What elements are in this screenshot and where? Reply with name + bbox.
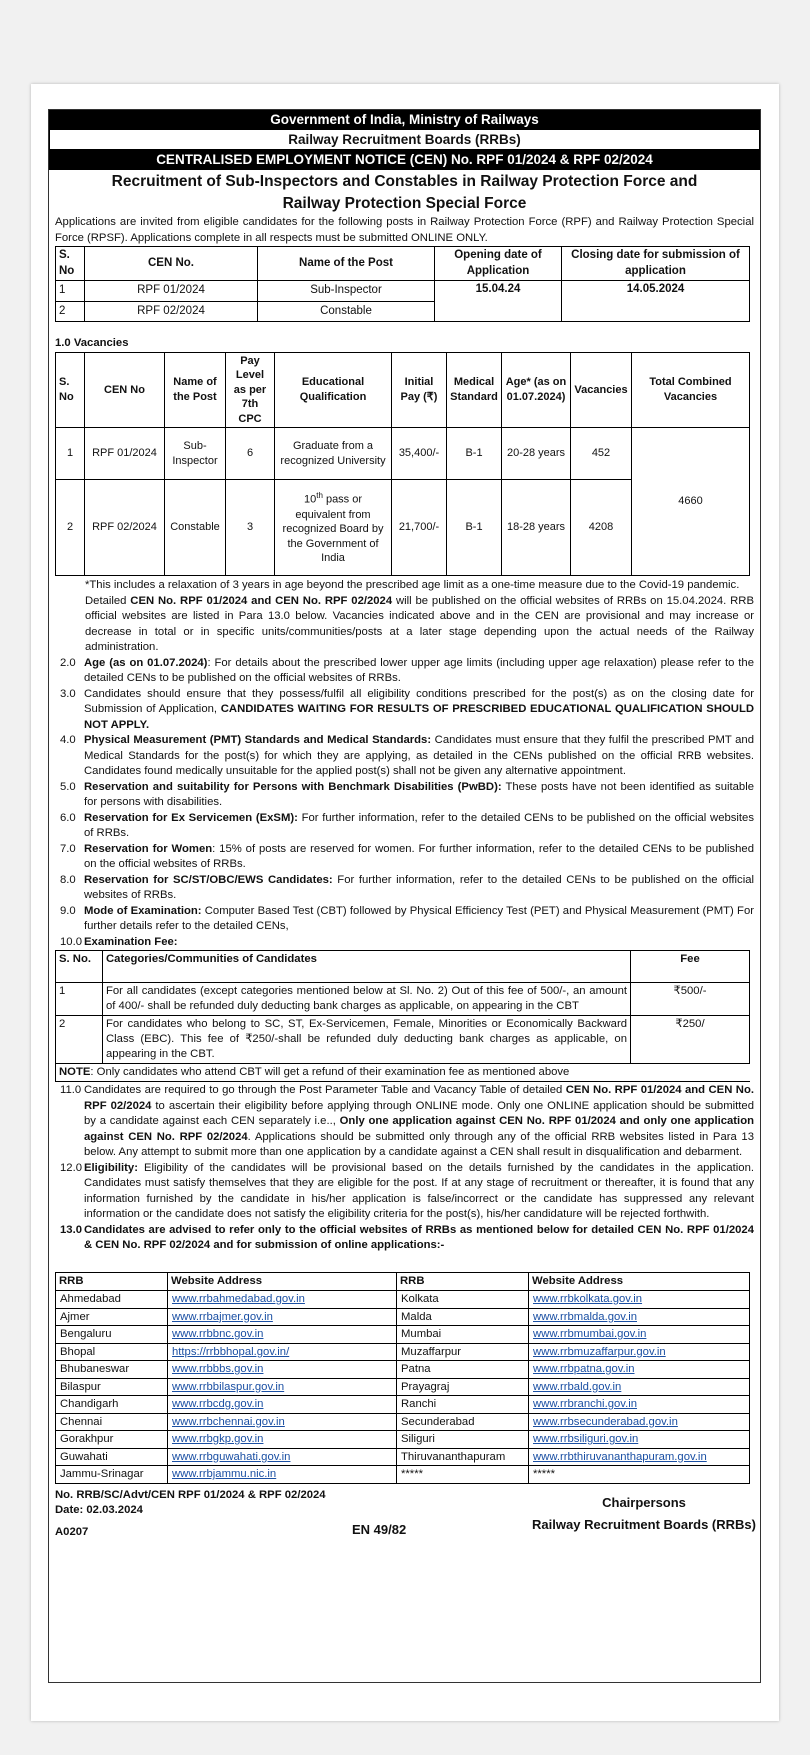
table-row: [56, 428, 750, 480]
vac-col-medical: Medical Standard: [447, 352, 502, 428]
website-link[interactable]: www.rrbsiliguri.gov.in: [533, 1433, 639, 1445]
para-3: [49, 687, 754, 734]
para-2: [49, 656, 754, 687]
fee-note: [56, 1064, 750, 1082]
rrb-name: Mumbai: [397, 1326, 529, 1344]
fee-table: [55, 950, 750, 1082]
para-bold: Reservation for SC/ST/OBC/EWS Candidates:: [84, 873, 333, 886]
vac-col-age: Age* (as on 01.07.2024): [502, 352, 571, 428]
website-cell: [529, 1431, 750, 1449]
rrb-name: Gorakhpur: [56, 1431, 168, 1449]
website-link[interactable]: www.rrbbnc.gov.in: [172, 1328, 264, 1340]
web-col-website: Website Address: [168, 1272, 397, 1291]
website-link[interactable]: www.rrbajmer.gov.in: [172, 1310, 273, 1323]
para-text: These posts have not been identified as suitable for persons with disabilities.: [84, 780, 754, 808]
signatory-title: Chairpersons: [602, 1494, 686, 1510]
rrb-name: Guwahati: [56, 1448, 168, 1466]
rrb-name: Ajmer: [56, 1308, 168, 1326]
website-cell: [168, 1343, 397, 1361]
detail-text: will be published on the official websites of RRBs on 15.04.2024. RRB official websites are listed in Para 13.0 below. Vacancies indicated above and in the CEN are provisional and may increase or decrease in total or in specific units/communities/posts at a later stage depending upon the actual needs of the Railway administration.: [85, 594, 754, 653]
website-cell: *****: [529, 1466, 750, 1484]
rrb-name: *****: [397, 1466, 529, 1484]
website-link[interactable]: www.rrbald.gov.in: [533, 1380, 622, 1393]
table-row: [56, 1326, 750, 1344]
fee-col-sno: S. No.: [56, 951, 103, 983]
fee-amount: ₹500/-: [631, 983, 750, 1016]
website-cell: [168, 1431, 397, 1449]
para-bold: Age (as on 01.07.2024): [84, 656, 208, 669]
cell: [275, 480, 392, 576]
cen-table: [55, 246, 750, 322]
para-13: [49, 1223, 754, 1254]
vac-col-sno: S. No: [56, 352, 85, 428]
cell: B-1: [447, 428, 502, 480]
intro-paragraph: Applications are invited from eligible candidates for the following posts in Railway Protection Force (RPF) and Railway Protection Special Force (RPSF). Applications complete in all respects must be submitted ONLINE ONLY.: [55, 216, 754, 244]
cell: Constable: [258, 302, 435, 322]
para-number: 11.0: [60, 1084, 82, 1096]
para-bold: Examination Fee:: [84, 935, 178, 948]
rrb-name: Jammu-Srinagar: [56, 1466, 168, 1484]
table-row: [56, 1291, 750, 1309]
website-cell: [168, 1361, 397, 1379]
website-cell: [168, 1448, 397, 1466]
cen-col-sno: S. No: [56, 247, 85, 281]
para-text: Computer Based Test (CBT) followed by Physical Efficiency Test (PET) and Physical Measurement (PMT) For further details refer to the detailed CENs,: [84, 904, 754, 932]
table-row: [56, 1431, 750, 1449]
ad-code: A0207: [55, 1525, 89, 1538]
qual-number: 10: [303, 494, 317, 507]
vacancies-title: 1.0 Vacancies: [55, 337, 129, 349]
website-link[interactable]: www.rrbguwahati.gov.in: [172, 1450, 291, 1463]
para-bold: Candidates are advised to refer only to the official websites of RRBs as mentioned below for detailed CEN No. RPF 01/2024 & CEN No. RPF 02/2024 and for submission of online applications:-: [84, 1223, 754, 1251]
cell: RPF 01/2024: [85, 281, 258, 302]
para-number: 2.0: [60, 656, 76, 669]
para-number: 13.0: [60, 1223, 82, 1236]
para-number: 8.0: [60, 873, 76, 886]
para-number: 9.0: [60, 904, 76, 917]
para-bold: Physical Measurement (PMT) Standards and Medical Standards:: [84, 734, 432, 746]
cell: 6: [226, 428, 275, 480]
detail-text: Detailed: [85, 594, 131, 607]
vacancy-table: [55, 352, 750, 577]
para-8: [49, 873, 754, 904]
reference-number: No. RRB/SC/Advt/CEN RPF 01/2024 & RPF 02/2024: [55, 1488, 326, 1501]
websites-table: [55, 1272, 750, 1484]
rrb-name: Chandigarh: [56, 1396, 168, 1414]
para-bold: CANDIDATES WAITING FOR RESULTS OF PRESCRIBED EDUCATIONAL QUALIFICATION SHOULD NOT APPLY.: [84, 703, 754, 731]
footer-ref-block: [55, 1488, 326, 1540]
cell: Constable: [165, 480, 226, 576]
note-text: : Only candidates who attend CBT will get a refund of their examination fee as mentioned above: [90, 1066, 570, 1078]
ministry-heading: Government of India, Ministry of Railways: [49, 110, 760, 130]
table-row: [56, 1378, 750, 1396]
website-cell: [529, 1326, 750, 1344]
notice-content: [49, 110, 760, 1554]
para-4: [49, 733, 754, 780]
cell: 18-28 years: [502, 480, 571, 576]
table-row: [56, 1448, 750, 1466]
vac-col-qual: Educational Qualification: [275, 352, 392, 428]
rrb-name: Kolkata: [397, 1291, 529, 1309]
website-cell: [168, 1413, 397, 1431]
para-text: For further information, refer to the detailed CENs to be published on the official websites of RRBs.: [84, 873, 755, 901]
website-link[interactable]: www.rrbpatna.gov.in: [533, 1363, 635, 1375]
website-cell: [529, 1396, 750, 1414]
opening-date: 15.04.24: [435, 281, 562, 322]
rrb-name: Bhubaneswar: [56, 1361, 168, 1379]
web-col-website: Website Address: [529, 1272, 750, 1291]
vac-col-level: Pay Level as per 7th CPC: [226, 352, 275, 428]
web-col-rrb: RRB: [56, 1272, 168, 1291]
cell: 4208: [571, 480, 632, 576]
table-row: [56, 1361, 750, 1379]
website-link[interactable]: www.rrbmumbai.gov.in: [533, 1328, 647, 1340]
cell: 35,400/-: [392, 428, 447, 480]
para-text: Eligibility of the candidates will be provisional based on the details furnished by the candidates in the application. Candidates must satisfy themselves that they are eligible for the post. If at any stage of recruitment or thereafter, it is found that any information furnished by the candidate in his/her application is false/incorrect or the candidate has suppressed any relevant information or the candidate does not satisfy the eligibility criteria for the post(s), his/her candidature will be rejected forthwith.: [84, 1161, 754, 1220]
website-cell: [529, 1343, 750, 1361]
website-link[interactable]: www.rrbcdg.gov.in: [172, 1398, 264, 1410]
website-cell: [529, 1361, 750, 1379]
cell: 1: [56, 428, 85, 480]
cell: 20-28 years: [502, 428, 571, 480]
website-link[interactable]: www.rrbgkp.gov.in: [172, 1433, 264, 1445]
para-bold: Only one application against CEN No. RPF 01/2024 and only one application against CEN No. RPF 02/2024: [84, 1115, 755, 1143]
cell: 2: [56, 1016, 103, 1064]
para-12: [49, 1161, 754, 1223]
table-row: [56, 281, 750, 302]
para-number: 5.0: [60, 780, 76, 793]
cell: RPF 01/2024: [85, 428, 165, 480]
rrb-heading: Railway Recruitment Boards (RRBs): [49, 130, 760, 150]
para-text: : 15% of posts are reserved for women. For further information, refer to the detailed CENs to be published on the official websites of RRBs.: [84, 842, 754, 870]
cell: B-1: [447, 480, 502, 576]
para-text: . Applications should be submitted only through any of the official RRB websites listed in Para 13 below. Any attempt to submit more than one application by a candidate against a CEN shall result in disqualification and debarment.: [84, 1130, 754, 1158]
website-link[interactable]: www.rrbjammu.nic.in: [172, 1468, 277, 1480]
footer: [49, 1484, 760, 1554]
para-number: 6.0: [60, 811, 76, 824]
website-link[interactable]: www.rrbkolkata.gov.in: [533, 1293, 643, 1305]
rrb-name: Bilaspur: [56, 1378, 168, 1396]
website-cell: [529, 1308, 750, 1326]
vac-col-total: Total Combined Vacancies: [632, 352, 750, 428]
para-text: Candidates must ensure that they fulfil the prescribed PMT and Medical Standards for the post(s) for which they are applying, as detailed in the CENs published on the official RRB websites. Candidates found medically unsuitable for the applied post(s) shall not be given any alternative appointment.: [84, 734, 754, 777]
website-cell: [168, 1396, 397, 1414]
website-cell: [168, 1308, 397, 1326]
para-bold: Eligibility:: [84, 1161, 138, 1174]
website-cell: [529, 1413, 750, 1431]
rrb-name: Patna: [397, 1361, 529, 1379]
table-row: [56, 1308, 750, 1326]
cell: 452: [571, 428, 632, 480]
cen-col-cen: CEN No.: [85, 247, 258, 281]
para-bold: Reservation for Women: [84, 842, 213, 855]
rrb-name: Ranchi: [397, 1396, 529, 1414]
rrb-name: Thiruvananthapuram: [397, 1448, 529, 1466]
website-link[interactable]: www.rrbmuzaffarpur.gov.in: [533, 1345, 666, 1358]
notice-title-line1: Recruitment of Sub-Inspectors and Constables in Railway Protection Force and: [111, 173, 698, 190]
cell: Sub-Inspector: [165, 428, 226, 480]
signatory-org: Railway Recruitment Boards (RRBs): [532, 1516, 756, 1532]
cell: RPF 02/2024: [85, 302, 258, 322]
website-link[interactable]: www.rrbmalda.gov.in: [533, 1310, 638, 1323]
vac-col-cen: CEN No: [85, 352, 165, 428]
para-6: [49, 811, 754, 842]
rrb-name: Prayagraj: [397, 1378, 529, 1396]
table-row: [56, 983, 750, 1016]
para-text: Candidates should ensure that they possess/fulfil all eligibility conditions prescribed for the post(s) as on the closing date for Submission of Application,: [84, 687, 754, 715]
rrb-name: Muzaffarpur: [397, 1343, 529, 1361]
para-5: [49, 780, 754, 811]
website-link[interactable]: www.rrbahmedabad.gov.in: [172, 1293, 305, 1305]
website-cell: [168, 1378, 397, 1396]
web-col-rrb: RRB: [397, 1272, 529, 1291]
website-link[interactable]: www.rrbbilaspur.gov.in: [172, 1380, 285, 1393]
website-link[interactable]: www.rrbbbs.gov.in: [172, 1363, 264, 1375]
website-link[interactable]: www.rrbranchi.gov.in: [533, 1398, 638, 1410]
para-text: For further information, refer to the detailed CENs to be published on the official websites of RRBs.: [84, 811, 754, 839]
notice-date: Date: 02.03.2024: [55, 1503, 143, 1516]
cell: 2: [56, 480, 85, 576]
note-label: NOTE: [59, 1066, 91, 1078]
table-row: [56, 1016, 750, 1064]
qual-text: pass or equivalent from recognized Board by the Government of India: [282, 494, 384, 565]
vac-col-vacancies: Vacancies: [571, 352, 632, 428]
detail-bold: CEN No. RPF 01/2024 and CEN No. RPF 02/2024: [130, 594, 393, 607]
para-number: 12.0: [60, 1161, 82, 1174]
cell: Graduate from a recognized University: [275, 428, 392, 480]
cen-heading: CENTRALISED EMPLOYMENT NOTICE (CEN) No. RPF 01/2024 & RPF 02/2024: [49, 150, 760, 170]
cell: For all candidates (except categories mentioned below at Sl. No. 2) Out of this fee of 500/-, an amount of 400/- shall be refunded duly deducting bank charges as applicable, on appearing in the CBT: [103, 983, 631, 1016]
qual-superscript: th: [316, 491, 323, 501]
cen-col-opening: Opening date of Application: [435, 247, 562, 281]
website-cell: [529, 1448, 750, 1466]
cell: 2: [56, 302, 85, 322]
vacancy-detail: [49, 594, 760, 656]
notice-title-line2: Railway Protection Special Force: [282, 195, 527, 212]
fee-note-row: [56, 1064, 750, 1082]
table-row: [56, 1396, 750, 1414]
cell: Sub-Inspector: [258, 281, 435, 302]
website-cell: [168, 1466, 397, 1484]
para-text: to ascertain their eligibility before applying through ONLINE mode. Only one ONLINE application should be submitted by a candidate against each CEN separately i.e..,: [84, 1099, 754, 1127]
cen-col-post: Name of the Post: [258, 247, 435, 281]
para-bold: Mode of Examination:: [84, 904, 202, 917]
rrb-name: Bhopal: [56, 1343, 168, 1361]
website-link[interactable]: www.rrbchennai.gov.in: [172, 1415, 285, 1428]
table-row: [56, 1413, 750, 1431]
website-cell: [168, 1326, 397, 1344]
rrb-name: Secunderabad: [397, 1413, 529, 1431]
para-bold: Reservation for Ex Servicemen (ExSM):: [84, 811, 298, 824]
website-link[interactable]: www.rrbthiruvananthapuram.gov.in: [533, 1450, 707, 1463]
para-bold: Reservation and suitability for Persons with Benchmark Disabilities (PwBD):: [84, 780, 502, 793]
website-link[interactable]: www.rrbsecunderabad.gov.in: [533, 1415, 678, 1428]
website-cell: [529, 1378, 750, 1396]
total-vacancies: 4660: [632, 428, 750, 576]
fee-amount: ₹250/: [631, 1016, 750, 1064]
cen-col-closing: Closing date for submission of application: [562, 247, 750, 281]
website-link[interactable]: https://rrbbhopal.gov.in/: [172, 1345, 290, 1358]
vac-col-post: Name of the Post: [165, 352, 226, 428]
rrb-name: Chennai: [56, 1413, 168, 1431]
para-bold: CEN No. RPF 01/2024 and CEN No. RPF 02/2024: [84, 1084, 754, 1112]
vac-col-pay: Initial Pay (₹): [392, 352, 447, 428]
website-cell: [529, 1291, 750, 1309]
rrb-name: Ahmedabad: [56, 1291, 168, 1309]
para-7: [49, 842, 754, 873]
cell: RPF 02/2024: [85, 480, 165, 576]
cell: 1: [56, 983, 103, 1016]
para-11: [49, 1083, 754, 1161]
rrb-name: Malda: [397, 1308, 529, 1326]
para-text: : For details about the prescribed lower upper age limits (including upper age relaxation) please refer to the detailed CENs to be published on the official websites of RRBs.: [84, 656, 754, 684]
closing-date: 14.05.2024: [562, 281, 750, 322]
para-number: 3.0: [60, 687, 76, 700]
fee-col-fee: Fee: [631, 951, 750, 983]
signature-block: [532, 1492, 756, 1536]
rrb-name: Bengaluru: [56, 1326, 168, 1344]
cell: 21,700/-: [392, 480, 447, 576]
age-footnote: *This includes a relaxation of 3 years in age beyond the prescribed age limit as a one-time measure due to the Covid-19 pandemic.: [85, 579, 740, 591]
para-10: [49, 935, 754, 951]
website-cell: [168, 1291, 397, 1309]
cell: 3: [226, 480, 275, 576]
en-number: EN 49/82: [352, 1521, 407, 1537]
para-number: 10.0: [60, 935, 82, 948]
table-row: [56, 1343, 750, 1361]
para-text: Candidates are required to go through the Post Parameter Table and Vacancy Table of detailed: [84, 1084, 566, 1096]
rrb-name: Siliguri: [397, 1431, 529, 1449]
cell: For candidates who belong to SC, ST, Ex-Servicemen, Female, Minorities or Economically Backward Class (EBC). This fee of ₹250/-shall be refunded duly deducting bank charges as applicable, on appearing in the CBT.: [103, 1016, 631, 1064]
fee-col-category: Categories/Communities of Candidates: [103, 951, 631, 983]
para-number: 7.0: [60, 842, 76, 855]
para-list: [49, 656, 760, 951]
table-row: [56, 1466, 750, 1484]
para-9: [49, 904, 754, 935]
para-number: 4.0: [60, 734, 76, 746]
cell: 1: [56, 281, 85, 302]
